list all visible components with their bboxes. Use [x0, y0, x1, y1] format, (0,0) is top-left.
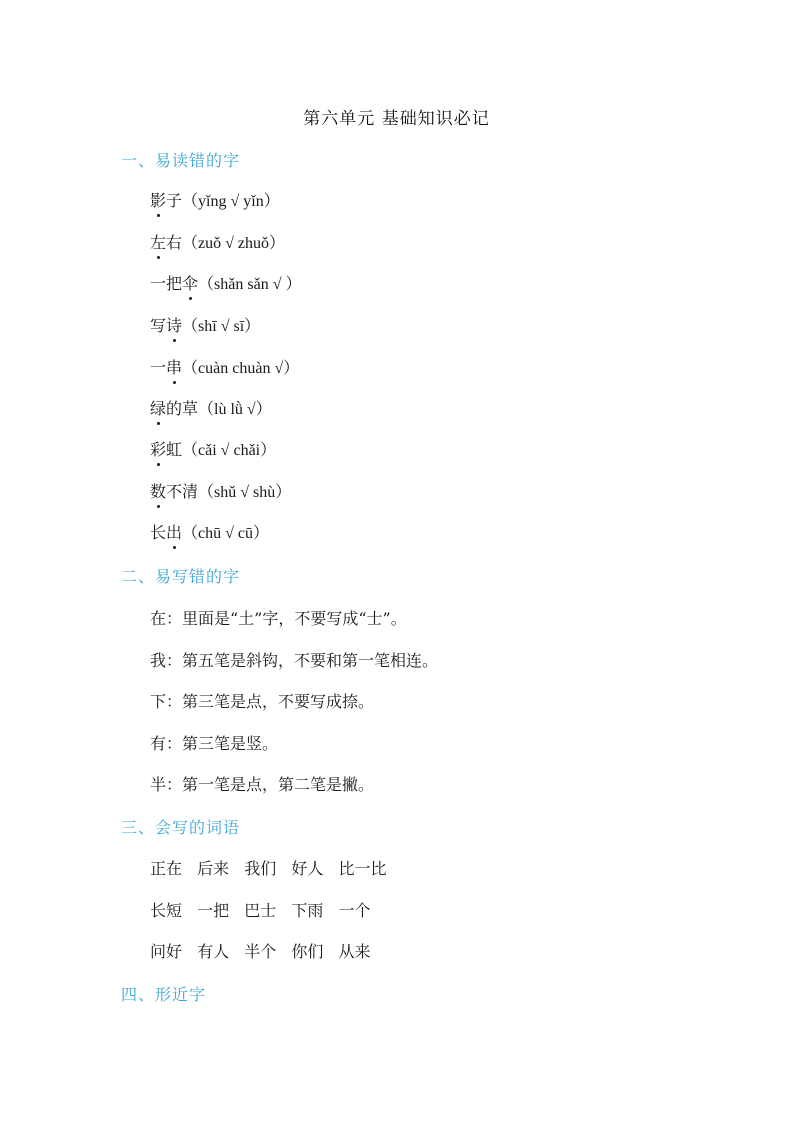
vocab-word: 有人 — [197, 942, 230, 961]
vocab-word: 一个 — [338, 901, 371, 920]
vocab-word: 后来 — [197, 859, 230, 878]
vocab-word: 你们 — [291, 942, 324, 961]
vocab-word: 比一比 — [338, 859, 387, 878]
dotted-char: 影 — [150, 188, 166, 211]
word-rest: 的草 — [166, 399, 199, 418]
section-heading-vocabulary: 三、会写的词语 — [121, 818, 241, 837]
section-heading-similar-chars: 四、形近字 — [121, 985, 207, 1004]
pinyin-options: （shī √ sī） — [182, 318, 261, 335]
writing-note: 我：第五笔是斜钩，不要和第一笔相连。 — [150, 651, 439, 670]
pinyin-options: （shǔ √ shù） — [198, 484, 292, 501]
vocab-word: 我们 — [244, 859, 277, 878]
vocab-word: 一把 — [197, 901, 230, 920]
section-heading-miswritten: 二、易写错的字 — [121, 567, 241, 586]
section-heading-mispronounced: 一、易读错的字 — [121, 151, 241, 170]
dotted-char: 伞 — [182, 271, 198, 294]
page-title: 第六单元 基础知识必记 — [303, 109, 490, 129]
word-rest: 右 — [166, 233, 183, 252]
pinyin-options: （chū √ cū） — [182, 525, 270, 542]
dotted-char: 数 — [150, 479, 166, 502]
vocab-word: 下雨 — [291, 901, 324, 920]
word-row — [150, 856, 396, 879]
pronunciation-item — [150, 479, 291, 502]
dotted-char: 彩 — [150, 437, 166, 460]
pronunciation-item — [150, 188, 280, 211]
pronunciation-item — [150, 437, 276, 460]
pronunciation-item — [150, 396, 272, 419]
word-rest: 虹 — [166, 440, 183, 459]
pronunciation-item — [150, 230, 285, 253]
pinyin-options: （lù lǜ √） — [198, 401, 272, 418]
vocab-word: 巴士 — [244, 901, 277, 920]
vocab-word: 问好 — [150, 942, 183, 961]
pronunciation-item — [150, 271, 301, 294]
pinyin-options: （zuǒ √ zhuǒ） — [182, 235, 286, 252]
pronunciation-item — [150, 520, 269, 543]
pinyin-options: （yǐng √ yǐn） — [182, 193, 280, 210]
writing-note: 在：里面是“土”字，不要写成“士”。 — [150, 609, 407, 628]
vocab-word: 长短 — [150, 901, 183, 920]
pronunciation-item — [150, 355, 299, 378]
word-rest: 不清 — [166, 482, 199, 501]
word-prefix: 一 — [150, 358, 167, 377]
word-rest: 子 — [166, 191, 183, 210]
vocab-word: 半个 — [244, 942, 277, 961]
dotted-char: 诗 — [166, 313, 182, 336]
dotted-char: 绿 — [150, 396, 166, 419]
dotted-char: 串 — [166, 355, 182, 378]
pronunciation-item — [150, 313, 260, 336]
writing-note: 有：第三笔是竖。 — [150, 734, 279, 753]
word-row — [150, 898, 380, 921]
pinyin-options: （cǎi √ chǎi） — [182, 442, 277, 459]
word-prefix: 一把 — [150, 274, 183, 293]
pinyin-options: （shǎn sǎn √ ） — [198, 276, 302, 293]
writing-note: 下：第三笔是点，不要写成捺。 — [150, 692, 375, 711]
word-prefix: 写 — [150, 316, 167, 335]
word-row — [150, 939, 380, 962]
vocab-word: 好人 — [291, 859, 324, 878]
vocab-word: 正在 — [150, 859, 183, 878]
word-prefix: 长 — [150, 523, 167, 542]
writing-note: 半：第一笔是点，第二笔是撇。 — [150, 775, 375, 794]
dotted-char: 出 — [166, 520, 182, 543]
pinyin-options: （cuàn chuàn √） — [182, 360, 300, 377]
dotted-char: 左 — [150, 230, 166, 253]
vocab-word: 从来 — [338, 942, 371, 961]
